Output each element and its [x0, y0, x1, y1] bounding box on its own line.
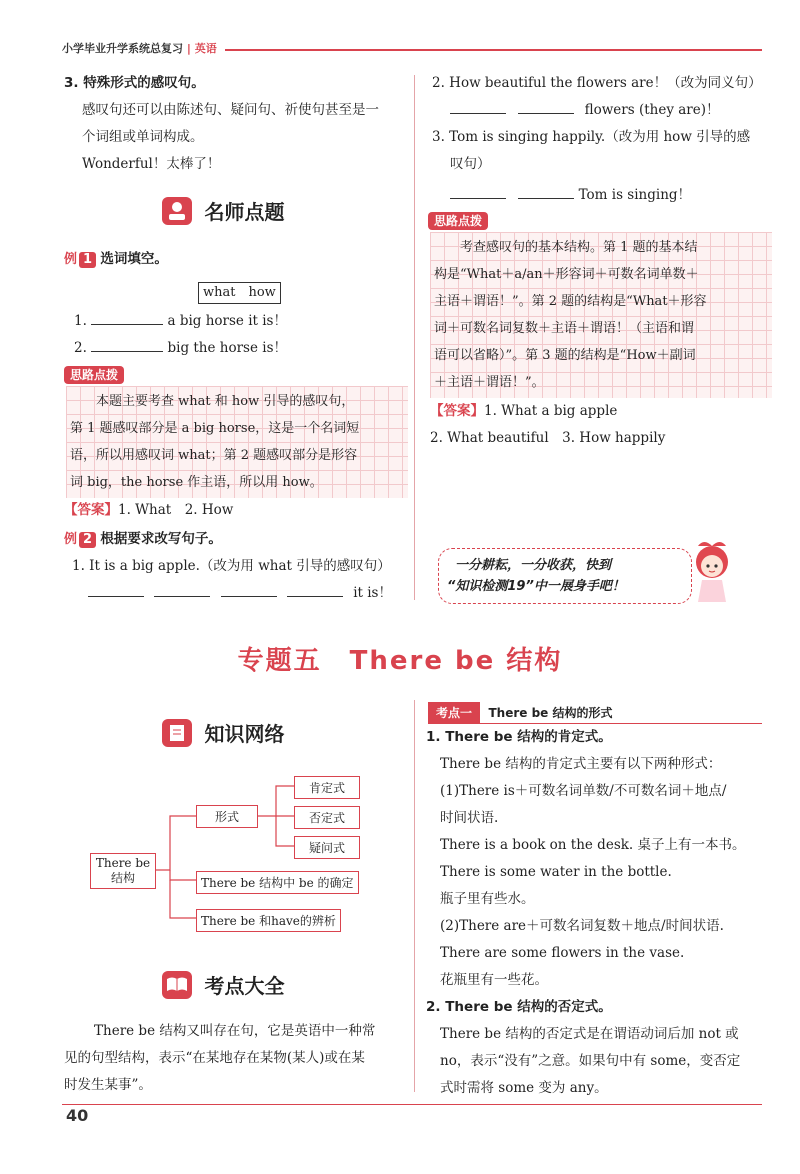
p1-line-9: 花瓶里有一些花。	[440, 972, 548, 988]
item3-body-1: 感叹句还可以由陈述句、疑问句、祈使句甚至是一	[82, 102, 379, 118]
mindmap-form: 形式	[196, 805, 258, 828]
p2-line-2: no，表示“没有”之意。如果句中有 some，变否定	[440, 1053, 741, 1069]
book-title: 小学毕业升学系统总复习	[62, 42, 183, 55]
tips-right-line-5: 语可以省略）”。第 3 题的结构是“How＋副词	[434, 348, 696, 363]
column-divider-top	[414, 75, 415, 600]
intro-line-1: There be 结构又叫存在句，它是英语中一种常	[94, 1023, 376, 1039]
encouragement-bubble	[438, 548, 692, 604]
tips-right-line-4: 词＋可数名词复数＋主语＋谓语！（主语和谓	[434, 321, 695, 336]
blank[interactable]	[450, 99, 506, 114]
section-title-key-points: 考点大全	[204, 974, 285, 998]
header-title	[62, 40, 225, 56]
blank[interactable]	[518, 99, 574, 114]
bubble-line-1: 一分耕耘，一分收获，快到	[455, 558, 612, 573]
tips-box-right	[430, 232, 772, 398]
section-title-network: 知识网络	[204, 722, 285, 746]
tips-label-right: 思路点拨	[428, 212, 488, 230]
example2-label: 例 2	[64, 526, 96, 553]
example1-label: 例 1	[64, 246, 96, 273]
section-knowledge-network	[162, 718, 284, 747]
example2-q1-answer-row: it is！	[64, 580, 404, 607]
q3-line-1: 3. Tom is singing happily.（改为用 how 引导的感	[432, 129, 751, 145]
answer-right: 【答案】1. What a big apple 2. What beautiful 3. How happily	[430, 403, 666, 446]
tips-right-line-3: 主语＋谓语！”。第 2 题的结构是“What＋形容	[434, 294, 707, 309]
p2-line-3: 式时需将 some 变为 any。	[440, 1080, 608, 1096]
network-icon	[162, 719, 192, 747]
section-title-teacher: 名师点题	[204, 200, 285, 224]
left-top-column	[64, 70, 404, 178]
blank[interactable]	[450, 184, 506, 199]
blank[interactable]	[518, 184, 574, 199]
p1-line-7: (2)There are＋可数名词复数＋地点/时间状语.	[440, 918, 724, 934]
item3-example: Wonderful！太棒了！	[82, 156, 221, 172]
tips-right-line-2: 构是“What＋a/an＋形容词＋可数名词单数＋	[434, 267, 699, 282]
p1-line-1: There be 结构的肯定式主要有以下两种形式：	[440, 756, 722, 772]
item3-title: 3. 特殊形式的感叹句。	[64, 75, 205, 91]
blank[interactable]	[154, 582, 210, 597]
mindmap-affirmative: 肯定式	[294, 776, 360, 799]
tips-left-line-3: 语，所以用感叹词 what；第 2 题感叹部分是形容	[70, 448, 358, 463]
word-choice-box: what how	[198, 282, 281, 304]
q1-blank[interactable]	[91, 310, 163, 325]
p1-title: 1. There be 结构的肯定式。	[426, 729, 612, 745]
p1-line-4: There is a book on the desk. 桌子上有一本书。	[440, 837, 746, 853]
topic-title: 专题五 There be 结构	[237, 646, 563, 676]
q3-line-2: 叹句）	[450, 156, 491, 172]
example2-instruction: 根据要求改写句子。	[100, 531, 222, 547]
right-top-column	[432, 70, 768, 209]
cartoon-girl-icon	[688, 536, 736, 606]
subject-label: 英语	[194, 42, 217, 55]
p1-line-3: 时间状语.	[440, 810, 499, 826]
blank[interactable]	[287, 582, 343, 597]
example1	[64, 246, 404, 273]
example1-questions	[74, 308, 404, 362]
footer-rule	[62, 1104, 762, 1105]
intro-paragraph	[64, 1018, 404, 1099]
page-header	[62, 40, 762, 60]
column-divider-bottom	[414, 700, 415, 1092]
kaodian-label: 考点一	[428, 702, 480, 723]
tips-right-line-6: ＋主语＋谓语！”。	[434, 375, 545, 390]
teacher-icon	[162, 197, 192, 225]
q2-blank[interactable]	[91, 337, 163, 352]
mindmap-root: There be 结构	[90, 853, 156, 889]
tips-box-left	[66, 386, 408, 498]
header-separator: |	[186, 42, 191, 55]
q1-row: 1. a big horse it is！	[74, 308, 404, 335]
kaodian-header	[428, 702, 762, 724]
p1-line-8: There are some flowers in the vase.	[440, 945, 685, 961]
p2-line-1: There be 结构的否定式是在谓语动词后加 not 或	[440, 1026, 739, 1042]
page-number: 40	[66, 1106, 89, 1125]
mindmap-negative: 否定式	[294, 806, 360, 829]
p1-line-2: (1)There is＋可数名词单数/不可数名词＋地点/	[440, 783, 727, 799]
q2-row: 2. big the horse is！	[74, 335, 404, 362]
blank[interactable]	[88, 582, 144, 597]
q2-answer-row: flowers (they are)！	[432, 97, 768, 124]
section-teacher-tips	[162, 196, 284, 225]
kaodian-title: There be 结构的形式	[488, 706, 613, 720]
right-bottom-column	[426, 724, 766, 1102]
example1-instruction: 选词填空。	[100, 251, 168, 267]
example2	[64, 526, 404, 607]
tips-left-line-4: 词 big，the horse 作主语，所以用 how。	[70, 475, 323, 490]
p1-line-5: There is some water in the bottle.	[440, 864, 672, 880]
p2-title: 2. There be 结构的否定式。	[426, 999, 612, 1015]
section-key-points	[162, 970, 284, 999]
answer-left: 【答案】1. What 2. How	[64, 502, 234, 518]
tips-label-left: 思路点拨	[64, 366, 124, 384]
tips-right-line-1: 考查感叹句的基本结构。第 1 题的基本结	[460, 240, 698, 255]
mindmap-interrogative: 疑问式	[294, 836, 360, 859]
mindmap-vs-have: There be 和have的辨析	[196, 909, 341, 932]
q2-rewrite: 2. How beautiful the flowers are！（改为同义句）	[432, 75, 762, 91]
p1-line-6: 瓶子里有些水。	[440, 891, 535, 907]
bubble-line-2: “知识检测19”中一展身手吧！	[447, 579, 625, 594]
example2-q1: 1. It is a big apple.（改为用 what 引导的感叹句）	[72, 558, 391, 574]
book-icon	[162, 971, 192, 999]
mindmap-be-determination: There be 结构中 be 的确定	[196, 871, 359, 894]
item3-body-2: 个词组或单词构成。	[82, 129, 204, 145]
tips-left-line-2: 第 1 题感叹部分是 a big horse，这是一个名词短	[70, 421, 360, 436]
blank[interactable]	[221, 582, 277, 597]
intro-line-3: 时发生某事”。	[64, 1077, 152, 1093]
tips-left-line-1: 本题主要考查 what 和 how 引导的感叹句，	[96, 394, 355, 409]
q3-answer-row: Tom is singing！	[432, 182, 768, 209]
intro-line-2: 见的句型结构，表示“在某地存在某物(某人)或在某	[64, 1050, 365, 1066]
